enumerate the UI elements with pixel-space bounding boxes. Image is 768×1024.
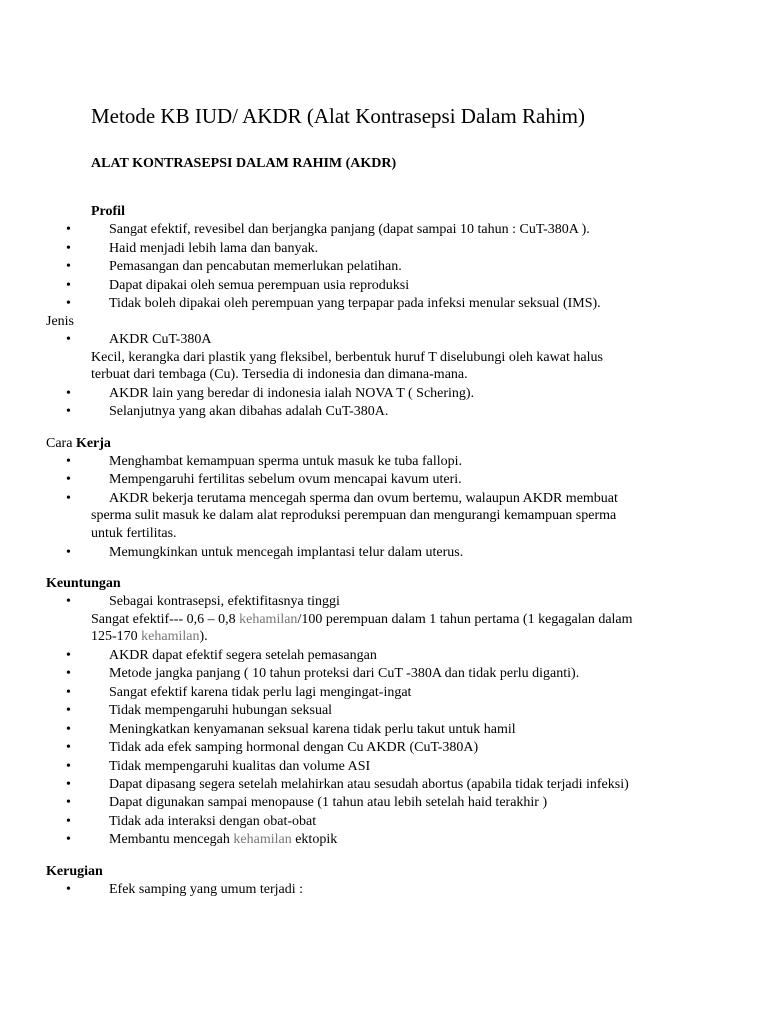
jenis-item: AKDR lain yang beredar di indonesia ialah NOVA T ( Schering). bbox=[109, 386, 475, 401]
effectiveness-text: /100 perempuan dalam 1 tahun pertama (1 kegagalan dalam bbox=[297, 612, 633, 627]
bullet-icon: • bbox=[66, 296, 71, 311]
bullet-icon: • bbox=[66, 386, 71, 401]
cara-kerja-heading bbox=[46, 435, 111, 453]
keuntungan-item: Dapat digunakan sampai menopause (1 tahun atau lebih setelah haid terakhir ) bbox=[109, 795, 548, 810]
keuntungan-heading: Keuntungan bbox=[46, 576, 121, 591]
bullet-icon: • bbox=[66, 332, 71, 347]
jenis-heading: Jenis bbox=[46, 314, 74, 329]
keuntungan-item: Tidak ada interaksi dengan obat-obat bbox=[109, 814, 317, 829]
kehamilan-link[interactable]: kehamilan bbox=[141, 629, 200, 644]
keuntungan-item: Tidak ada efek samping hormonal dengan Cu AKDR (CuT-380A) bbox=[109, 740, 479, 755]
cara-kerja-item: Mempengaruhi fertilitas sebelum ovum mencapai kavum uteri. bbox=[109, 472, 462, 487]
kerugian-item: Efek samping yang umum terjadi : bbox=[109, 882, 304, 897]
profil-heading: Profil bbox=[91, 204, 125, 219]
profil-item: Dapat dipakai oleh semua perempuan usia reproduksi bbox=[109, 278, 410, 293]
bullet-icon: • bbox=[66, 814, 71, 829]
cara-kerja-item-continued: sperma sulit masuk ke dalam alat reproduksi perempuan dan mengurangi kemampuan sperma bbox=[91, 508, 617, 523]
kehamilan-link[interactable]: kehamilan bbox=[239, 612, 298, 627]
bullet-icon: • bbox=[66, 241, 71, 256]
bullet-icon: • bbox=[66, 666, 71, 681]
keuntungan-item bbox=[109, 831, 337, 849]
effectiveness-line bbox=[91, 628, 208, 646]
effectiveness-line bbox=[91, 611, 633, 629]
effectiveness-text: ). bbox=[199, 629, 208, 644]
cara-kerja-bold: Kerja bbox=[75, 436, 111, 451]
bullet-icon: • bbox=[66, 648, 71, 663]
keuntungan-item: Tidak mempengaruhi hubungan seksual bbox=[109, 703, 333, 718]
bullet-icon: • bbox=[66, 703, 71, 718]
profil-item: Pemasangan dan pencabutan memerlukan pelatihan. bbox=[109, 259, 402, 274]
keuntungan-item: Tidak mempengaruhi kualitas dan volume ASI bbox=[109, 759, 371, 774]
jenis-item: Selanjutnya yang akan dibahas adalah CuT-380A. bbox=[109, 404, 389, 419]
cara-kerja-item: Menghambat kemampuan sperma untuk masuk ke tuba fallopi. bbox=[109, 454, 463, 469]
bullet-icon: • bbox=[66, 722, 71, 737]
bullet-icon: • bbox=[66, 832, 71, 847]
cara-kerja-item: AKDR bekerja terutama mencegah sperma dan ovum bertemu, walaupun AKDR membuat bbox=[109, 491, 618, 506]
keuntungan-item: Sebagai kontrasepsi, efektifitasnya tinggi bbox=[109, 594, 340, 609]
profil-item: Sangat efektif, revesibel dan berjangka panjang (dapat sampai 10 tahun : CuT-380A ). bbox=[109, 222, 590, 237]
keuntungan-item: Meningkatkan kenyamanan seksual karena tidak perlu takut untuk hamil bbox=[109, 722, 516, 737]
document-subtitle: ALAT KONTRASEPSI DALAM RAHIM (AKDR) bbox=[91, 156, 397, 171]
kehamilan-link[interactable]: kehamilan bbox=[233, 832, 292, 847]
document-title: Metode KB IUD/ AKDR (Alat Kontrasepsi Dalam Rahim) bbox=[91, 104, 586, 128]
bullet-icon: • bbox=[66, 472, 71, 487]
profil-item: Tidak boleh dipakai oleh perempuan yang terpapar pada infeksi menular seksual (IMS). bbox=[109, 296, 601, 311]
bullet-icon: • bbox=[66, 685, 71, 700]
keuntungan-item: AKDR dapat efektif segera setelah pemasangan bbox=[109, 648, 377, 663]
bullet-icon: • bbox=[66, 882, 71, 897]
jenis-item: AKDR CuT-380A bbox=[109, 332, 212, 347]
bullet-icon: • bbox=[66, 777, 71, 792]
cara-kerja-item: Memungkinkan untuk mencegah implantasi telur dalam uterus. bbox=[109, 545, 464, 560]
cara-kerja-prefix: Cara bbox=[46, 436, 76, 451]
profil-item: Haid menjadi lebih lama dan banyak. bbox=[109, 241, 319, 256]
kerugian-heading: Kerugian bbox=[46, 864, 103, 879]
effectiveness-text: Sangat efektif--- 0,6 – 0,8 bbox=[91, 612, 240, 627]
keuntungan-item: Sangat efektif karena tidak perlu lagi mengingat-ingat bbox=[109, 685, 412, 700]
bullet-icon: • bbox=[66, 740, 71, 755]
bullet-icon: • bbox=[66, 404, 71, 419]
bullet-icon: • bbox=[66, 454, 71, 469]
bullet-icon: • bbox=[66, 491, 71, 506]
keuntungan-item: Dapat dipasang segera setelah melahirkan atau sesudah abortus (apabila tidak terjadi infeksi) bbox=[109, 777, 629, 792]
keuntungan-item: Metode jangka panjang ( 10 tahun proteksi dari CuT -380A dan tidak perlu diganti). bbox=[109, 666, 580, 681]
bullet-icon: • bbox=[66, 222, 71, 237]
bullet-icon: • bbox=[66, 259, 71, 274]
bullet-icon: • bbox=[66, 278, 71, 293]
effectiveness-text: 125-170 bbox=[91, 629, 142, 644]
jenis-description: terbuat dari tembaga (Cu). Tersedia di indonesia dan dimana-mana. bbox=[91, 367, 468, 382]
bullet-icon: • bbox=[66, 795, 71, 810]
bullet-icon: • bbox=[66, 594, 71, 609]
keuntungan-text: Membantu mencegah bbox=[109, 832, 234, 847]
jenis-description: Kecil, kerangka dari plastik yang fleksibel, berbentuk huruf T diselubungi oleh kawat halus bbox=[91, 350, 603, 365]
bullet-icon: • bbox=[66, 759, 71, 774]
cara-kerja-item-continued: untuk fertilitas. bbox=[91, 526, 177, 541]
bullet-icon: • bbox=[66, 545, 71, 560]
keuntungan-text: ektopik bbox=[291, 832, 338, 847]
